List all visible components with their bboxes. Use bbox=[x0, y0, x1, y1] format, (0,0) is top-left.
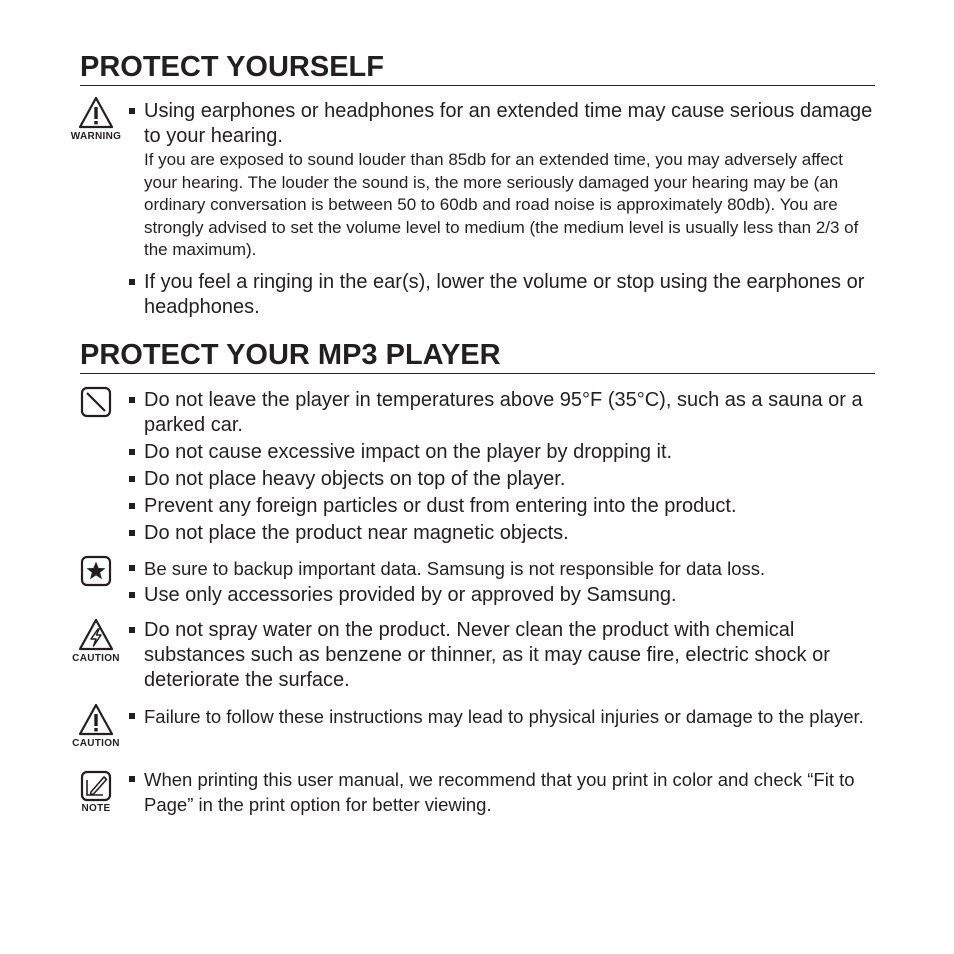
note-icon-group bbox=[70, 770, 122, 815]
caution-label: CAUTION bbox=[72, 653, 120, 664]
list-item-text: Failure to follow these instructions may lead to physical injuries or damage to the player. bbox=[144, 706, 864, 727]
list-item bbox=[128, 270, 880, 320]
warning-label: WARNING bbox=[70, 131, 122, 142]
list-item-text: Use only accessories provided by or approved by Samsung. bbox=[144, 584, 677, 606]
note-icon bbox=[80, 770, 112, 802]
list-item bbox=[128, 767, 880, 817]
important-list bbox=[128, 556, 880, 610]
star-icon bbox=[80, 555, 112, 587]
list-item-text: Do not place the product near magnetic objects. bbox=[144, 522, 569, 544]
warning-icon bbox=[78, 96, 114, 130]
list-item-text: Do not leave the player in temperatures above 95°F (35°C), such as a sauna or a parked car. bbox=[144, 389, 863, 436]
caution-electric-list bbox=[128, 618, 880, 695]
list-item-text: Using earphones or headphones for an extended time may cause serious damage to your hearing. bbox=[144, 100, 873, 147]
list-item-text: Do not cause excessive impact on the player by dropping it. bbox=[144, 441, 673, 463]
important-icon-group bbox=[70, 555, 122, 587]
list-item bbox=[128, 583, 880, 608]
electric-shock-caution-icon bbox=[78, 618, 114, 652]
list-item bbox=[128, 99, 880, 262]
note-label: NOTE bbox=[81, 803, 111, 814]
list-item-text: Do not place heavy objects on top of the player. bbox=[144, 468, 566, 490]
list-item bbox=[128, 440, 880, 465]
caution-icon bbox=[78, 703, 114, 737]
caution-label: CAUTION bbox=[72, 738, 120, 749]
list-item-text: If you feel a ringing in the ear(s), lower the volume or stop using the earphones or headphones. bbox=[144, 270, 865, 318]
warning-icon-group bbox=[70, 96, 122, 143]
caution-list bbox=[128, 704, 880, 731]
section-title-protect-yourself: PROTECT YOURSELF bbox=[80, 51, 875, 86]
list-item bbox=[128, 467, 880, 492]
list-item-text: When printing this user manual, we recommend that you print in color and check “Fit to Page” in the print option for better viewing. bbox=[144, 769, 855, 815]
prohibited-list bbox=[128, 388, 880, 548]
list-item bbox=[128, 494, 880, 519]
list-item-detail: If you are exposed to sound louder than 85db for an extended time, you may adversely affect your hearing. The louder the sound is, the more seriously damaged your hearing may be (an ordinary conversation is between 50 to 60db and road noise is approximately 80db). You are strongly advised to set the volume level to medium (the medium level is usually less than 2/3 of the maximum). bbox=[144, 150, 859, 259]
list-item-text: Be sure to backup important data. Samsung is not responsible for data loss. bbox=[144, 558, 766, 579]
prohibited-icon bbox=[80, 386, 112, 418]
list-item bbox=[128, 521, 880, 546]
note-list bbox=[128, 767, 880, 819]
caution-icon-group bbox=[70, 703, 122, 750]
list-item bbox=[128, 618, 880, 693]
prohibited-icon-group bbox=[70, 386, 122, 418]
list-item bbox=[128, 388, 880, 438]
list-item-text: Prevent any foreign particles or dust from entering into the product. bbox=[144, 495, 737, 517]
section-title-protect-player: PROTECT YOUR MP3 PLAYER bbox=[80, 339, 875, 374]
list-item-text: Do not spray water on the product. Never clean the product with chemical substances such as benzene or thinner, as it may cause fire, electric shock or deteriorate the surface. bbox=[144, 619, 830, 691]
caution-electric-icon-group bbox=[70, 618, 122, 665]
warning-list bbox=[128, 99, 880, 322]
list-item bbox=[128, 704, 880, 729]
list-item bbox=[128, 556, 880, 581]
